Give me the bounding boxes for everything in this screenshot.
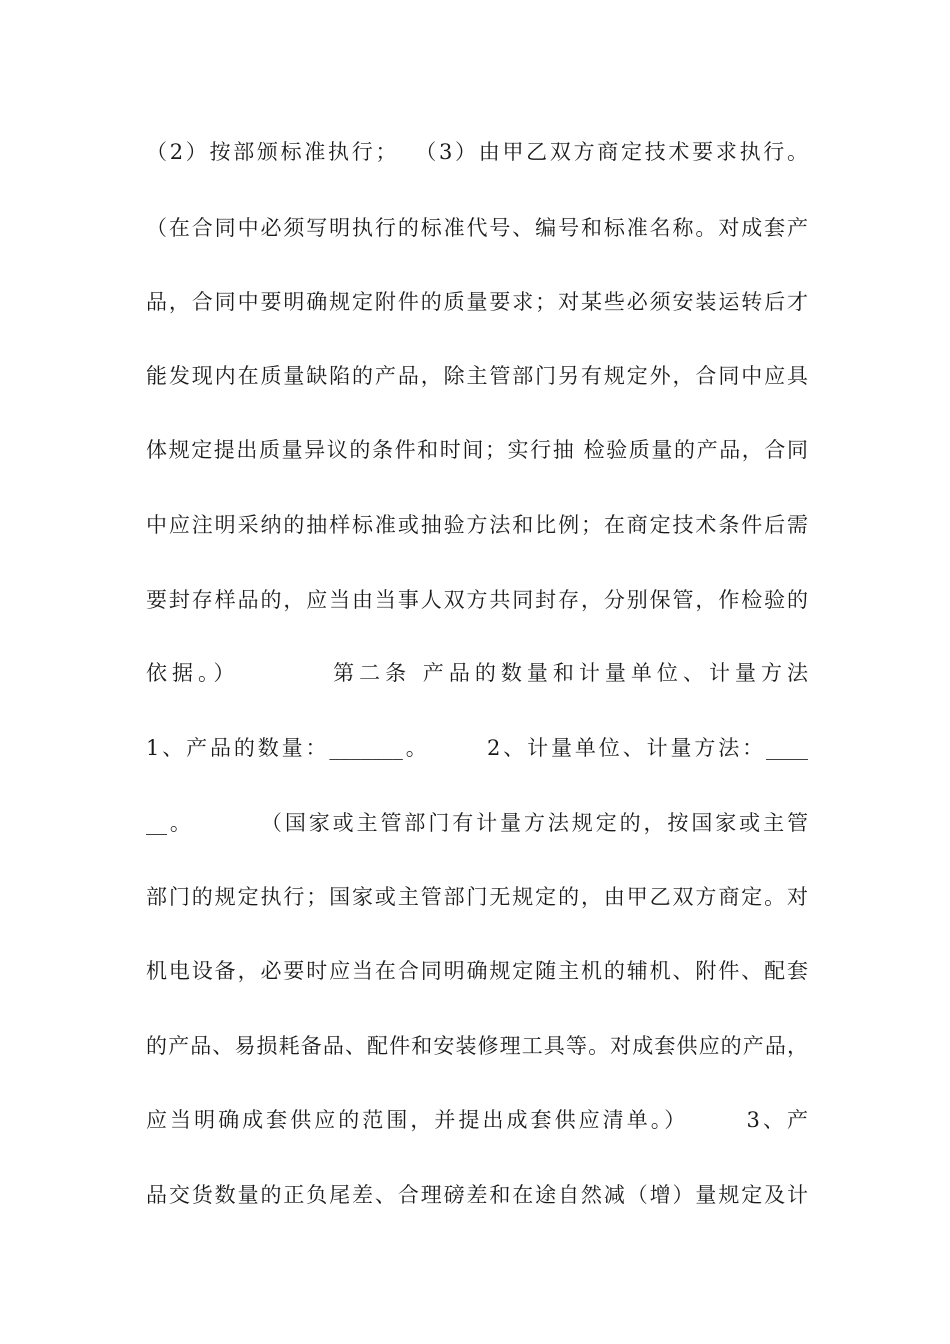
text-line-1: （2）按部颁标准执行； （3）由甲乙双方商定技术要求执行。 (146, 140, 808, 164)
text-line-7: 要封存样品的，应当由当事人双方共同封存，分别保管，作检验的 (146, 588, 808, 612)
text-line-4: 能发现内在质量缺陷的产品，除主管部门另有规定外，合同中应具 (146, 364, 808, 388)
text-line-10: __。 （国家或主管部门有计量方法规定的，按国家或主管 (146, 811, 808, 835)
text-line-6: 中应注明采纳的抽样标准或抽验方法和比例；在商定技术条件后需 (146, 513, 808, 537)
text-line-13: 的产品、易损耗备品、配件和安装修理工具等。对成套供应的产品， (146, 1034, 808, 1058)
text-line-14: 应当明确成套供应的范围，并提出成套供应清单。） 3、产 (146, 1108, 808, 1132)
text-line-3: 品，合同中要明确规定附件的质量要求；对某些必须安装运转后才 (146, 290, 808, 314)
text-line-2: （在合同中必须写明执行的标准代号、编号和标准名称。对成套产 (146, 216, 808, 240)
text-line-11: 部门的规定执行；国家或主管部门无规定的，由甲乙双方商定。对 (146, 885, 808, 909)
text-line-5: 体规定提出质量异议的条件和时间；实行抽 检验质量的产品，合同 (146, 438, 808, 462)
text-line-8: 依据。） 第二条 产品的数量和计量单位、计量方法 (146, 661, 808, 685)
text-line-9: 1、产品的数量：_______。 2、计量单位、计量方法：____ (146, 736, 808, 760)
text-line-12: 机电设备，必要时应当在合同明确规定随主机的辅机、附件、配套 (146, 959, 808, 983)
text-line-15: 品交货数量的正负尾差、合理磅差和在途自然减（增）量规定及计 (146, 1183, 808, 1207)
